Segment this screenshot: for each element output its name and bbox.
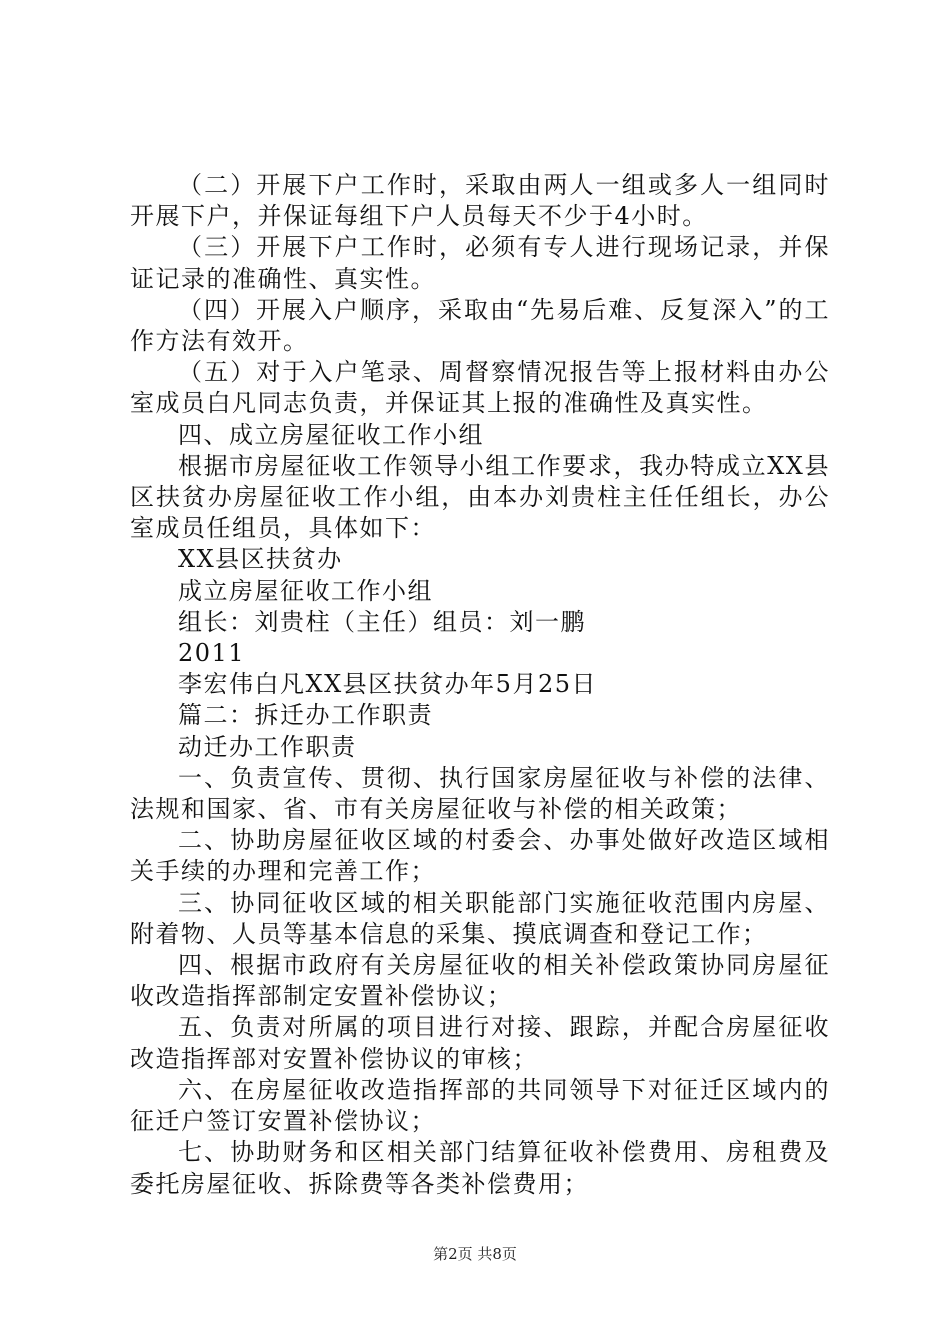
paragraph: （二）开展下户工作时，采取由两人一组或多人一组同时开展下户，并保证每组下户人员每天不少于4小时。	[130, 171, 830, 231]
paragraph: 四、根据市政府有关房屋征收的相关补偿政策协同房屋征收改造指挥部制定安置补偿协议；	[130, 951, 830, 1011]
paragraph: 三、协同征收区域的相关职能部门实施征收范围内房屋、附着物、人员等基本信息的采集、摸底调查和登记工作；	[130, 888, 830, 948]
document-body	[130, 170, 830, 1200]
section-heading: 动迁办工作职责	[178, 732, 357, 761]
paragraph: （四）开展入户顺序，采取由“先易后难、反复深入”的工作方法有效开。	[130, 295, 830, 356]
paragraph: 2011	[178, 639, 246, 668]
paragraph: （五）对于入户笔录、周督察情况报告等上报材料由办公室成员白凡同志负责，并保证其上报的准确性及真实性。	[130, 358, 830, 418]
section-heading: 四、成立房屋征收工作小组	[178, 420, 484, 449]
page-footer	[0, 1244, 950, 1264]
page-indicator: 第2页 共8页	[433, 1245, 517, 1263]
section-heading: 篇二：拆迁办工作职责	[178, 701, 433, 730]
paragraph: 组长：刘贵柱（主任）组员：刘一鹏	[178, 607, 586, 636]
paragraph: 二、协助房屋征收区域的村委会、办事处做好改造区域相关手续的办理和完善工作；	[130, 826, 830, 886]
paragraph: 成立房屋征收工作小组	[178, 576, 433, 605]
paragraph: 六、在房屋征收改造指挥部的共同领导下对征迁区域内的征迁户签订安置补偿协议；	[130, 1075, 830, 1136]
paragraph: 李宏伟白凡XX县区扶贫办年5月25日	[178, 670, 597, 699]
paragraph: 七、协助财务和区相关部门结算征收补偿费用、房租费及委托房屋征收、拆除费等各类补偿费用；	[130, 1138, 830, 1198]
paragraph: （三）开展下户工作时，必须有专人进行现场记录，并保证记录的准确性、真实性。	[130, 233, 830, 293]
paragraph: 根据市房屋征收工作领导小组工作要求，我办特成立XX县区扶贫办房屋征收工作小组，由本办刘贵柱主任任组长，办公室成员任组员，具体如下：	[130, 451, 830, 543]
paragraph: XX县区扶贫办	[178, 545, 343, 574]
paragraph: 一、负责宣传、贯彻、执行国家房屋征收与补偿的法律、法规和国家、省、市有关房屋征收与补偿的相关政策；	[130, 763, 830, 824]
paragraph: 五、负责对所属的项目进行对接、跟踪，并配合房屋征收改造指挥部对安置补偿协议的审核；	[130, 1013, 830, 1073]
